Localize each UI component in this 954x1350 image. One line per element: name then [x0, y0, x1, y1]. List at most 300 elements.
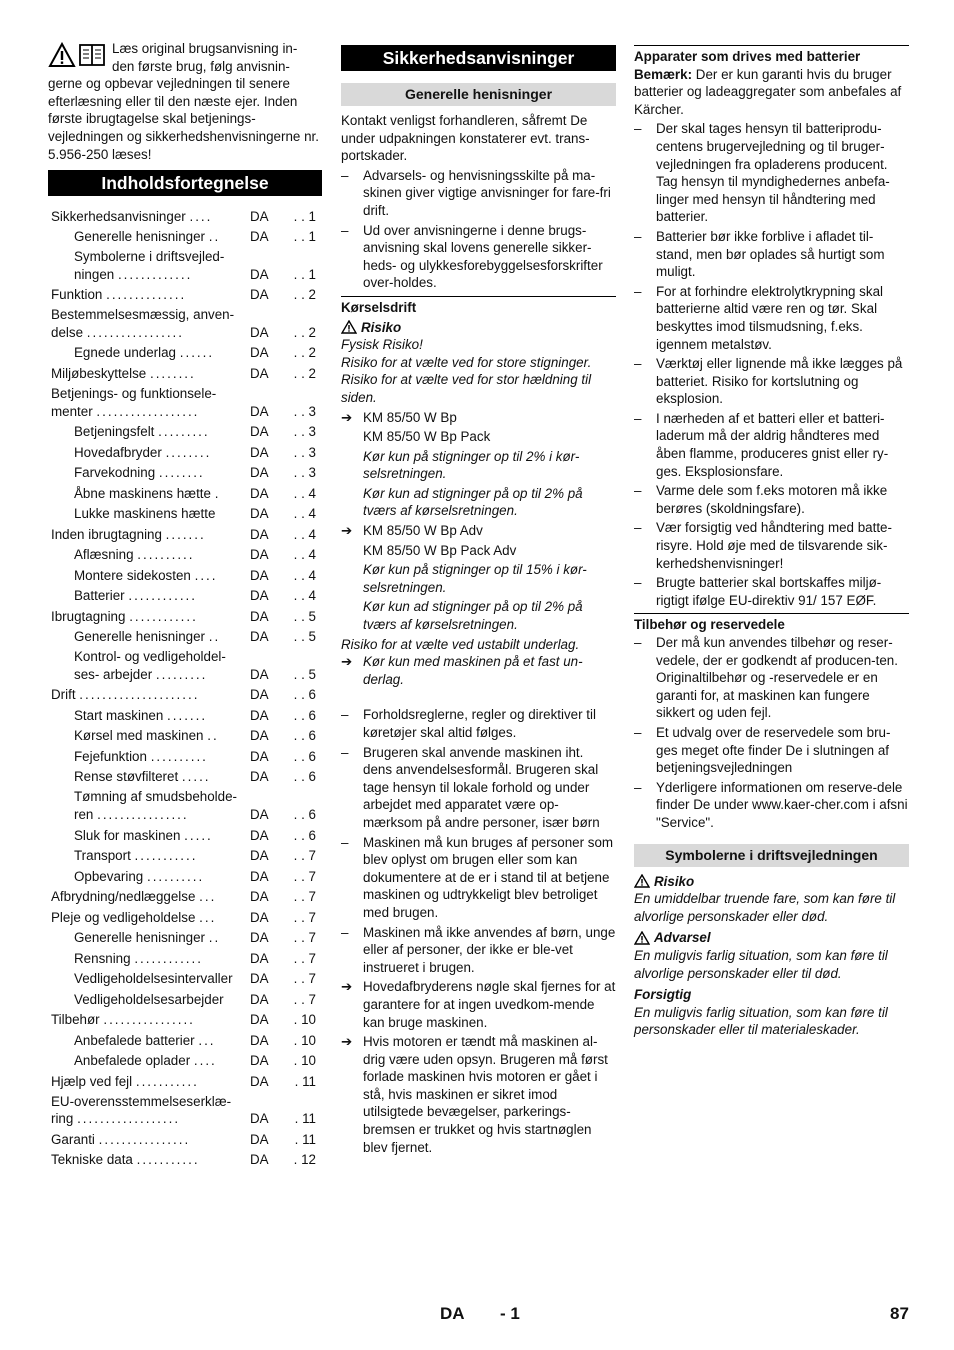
toc-entry-page: . . 1 [293, 266, 316, 282]
toc-dots: .......... [146, 868, 205, 884]
toc-entry-page: . 10 [293, 1012, 316, 1027]
toc-entry-line: Vedligeholdelsesarbejder [74, 991, 224, 1007]
toc-dots: ... [199, 889, 217, 904]
toc-entry-page: . 10 [293, 1032, 316, 1048]
toc-row[interactable] [48, 1031, 322, 1049]
unstable-text: Risiko for at vælte ved ustabilt underlag. [341, 636, 580, 652]
toc-entry-line: Vedligeholdelsesintervaller [74, 971, 233, 986]
list-item: – Der skal tages hensyn til batteriprodu-centens brugervejledning og til bruger-vejledningen fra opladerens producent. Tag hensyn til myndighedernes anbefa-linger med hensyn til håndtering med batterier. [634, 120, 909, 226]
model-group-2 [341, 522, 616, 634]
toc-dots: ....... [167, 707, 208, 723]
toc-entry-line: ren [74, 807, 94, 822]
toc-dots: ..... [181, 769, 211, 785]
toc-row[interactable] [48, 1093, 322, 1128]
toc-entry-page: . . 6 [293, 807, 316, 822]
toc-dots: ................ [97, 807, 189, 822]
table-of-contents [48, 207, 322, 1169]
model-text: Kør kun ad stigninger på op til 2% på tværs af kørselsretningen. [363, 599, 583, 633]
toc-dots: ......... [158, 424, 210, 440]
safety-title: Sikkerhedsanvisninger [341, 45, 616, 71]
toc-entry-title [48, 248, 248, 283]
arrow-icon: ➔ [341, 523, 353, 539]
toc-entry-lang: DA [250, 588, 269, 604]
toc-entry-title [48, 526, 248, 544]
toc-entry-title [48, 847, 248, 865]
toc-entry-title [48, 608, 248, 626]
arrow-icon: ➔ [341, 979, 353, 995]
toc-entry-line: Sikkerhedsanvisninger [51, 208, 186, 224]
toc-entry-page: . . 6 [293, 769, 316, 785]
toc-entry-title [48, 970, 248, 988]
toc-dots: ........ [158, 465, 205, 481]
toc-row[interactable] [48, 443, 322, 461]
list-item: – Yderligere informationen om reserve-dele finder De under www.kaer-cher.com i afsni "Service". [634, 779, 909, 832]
toc-entry-page: . . 1 [293, 229, 316, 245]
toc-dots: ..... [184, 827, 213, 843]
toc-row[interactable] [48, 566, 322, 584]
toc-entry-line: Hovedafbryder [74, 444, 162, 460]
toc-entry-title [48, 1131, 248, 1149]
toc-row[interactable] [48, 1130, 322, 1148]
risk-text: En umiddelbar truende fare, som kan føre til alvorlige personskader eller død. [634, 891, 896, 924]
toc-row[interactable] [48, 587, 322, 605]
toc-row[interactable] [48, 546, 322, 564]
list-item: – Brugte batterier skal bortskaffes miljø-rigtigt ifølge EU-direktiv 91/ 157 EØF. [634, 574, 909, 609]
toc-row[interactable] [48, 1151, 322, 1169]
toc-dots: ........... [136, 1152, 200, 1168]
intro-icons [48, 42, 106, 68]
toc-entry-line: ningen [74, 266, 115, 282]
toc-entry-page: . . 4 [293, 506, 316, 522]
toc-dots: .... [189, 208, 213, 224]
toc-entry-lang: DA [250, 266, 269, 282]
list-item: – Ud over anvisningerne i denne brugs-anvisning skal lovens generelle sikker-heds- og ulykkesforebyggelsesforskrifter over-holdes. [341, 222, 616, 292]
toc-entry-lang: DA [250, 1032, 269, 1048]
toc-entry-page: . . 2 [293, 365, 316, 381]
toc-row[interactable] [48, 990, 322, 1008]
toc-entry-lang: DA [250, 807, 269, 822]
toc-entry-title [48, 1151, 248, 1169]
toc-entry-title [48, 1073, 248, 1091]
risk-line: Risiko for at vælte ved for store stigninger. [341, 354, 592, 370]
toc-row[interactable] [48, 847, 322, 865]
toc-entry-title [48, 1052, 248, 1070]
toc-entry-lang: DA [250, 971, 269, 986]
model-name: KM 85/50 W Bp Pack [363, 429, 491, 445]
toc-entry-lang: DA [250, 324, 269, 340]
toc-entry-page: . . 2 [293, 324, 316, 340]
toc-entry-page: . . 4 [293, 588, 316, 604]
toc-entry-line: Rense støvfilteret [74, 769, 179, 785]
toc-entry-lang: DA [250, 229, 269, 245]
toc-entry-title [48, 505, 248, 523]
toc-dots: .................. [96, 403, 200, 419]
toc-entry-lang: DA [250, 506, 269, 522]
caution-text: En muligvis farlig situation, som kan føre til personskader eller til materialeskader. [634, 1004, 888, 1038]
toc-row[interactable] [48, 888, 322, 906]
toc-dots: .......... [137, 547, 195, 563]
toc-entry-page: . . 7 [293, 930, 316, 945]
key-text: Hovedafbryderens nøgle skal fjernes for at garantere for at ingen uvedkom-mende kan bruge maskinen. [363, 979, 616, 1030]
list-item: – Forholdsreglerne, regler og direktiver til køretøjer skal altid følges. [341, 706, 616, 741]
toc-entry-line: ring [51, 1111, 74, 1127]
toc-entry-lang: DA [250, 930, 269, 945]
column-middle [341, 40, 616, 1156]
warning-text: En muligvis farlig situation, som kan føre til alvorlige personskader eller til død. [634, 947, 888, 981]
toc-row[interactable] [48, 929, 322, 947]
toc-entry-page: . . 4 [293, 485, 316, 501]
toc-entry-lang: DA [250, 909, 269, 925]
toc-row[interactable] [48, 727, 322, 745]
toc-dots: . [214, 485, 221, 501]
toc-entry-page: . . 7 [293, 889, 316, 904]
toc-entry-title [48, 727, 248, 745]
toc-entry-title [48, 567, 248, 585]
toc-entry-line: Rensning [74, 950, 131, 966]
toc-entry-line: Betjenings- og funktionsele- [51, 386, 217, 402]
toc-entry-lang: DA [250, 424, 269, 440]
toc-dots: ................. [86, 324, 184, 340]
toc-entry-page: . . 5 [293, 629, 316, 645]
list-item: – Værktøj eller lignende må ikke lægges på batteriet. Risiko for kortslutning og eksplosion. [634, 355, 909, 408]
toc-entry-line: Betjeningsfelt [74, 424, 155, 440]
list-item: – Batterier bør ikke forblive i afladet til-stand, men bør oplades så hurtigt som muligt. [634, 228, 909, 281]
toc-entry-line: Åbne maskinens hætte [74, 485, 211, 501]
toc-dots: ............ [134, 950, 203, 966]
list-item: – I nærheden af et batteri eller et batteri-laderum må der aldrig håndteres med åben flamme, produceres gnist eller ry-ges. Eksplosionsfare. [634, 410, 909, 480]
risk-heading [341, 319, 616, 337]
toc-entry-line: Montere sidekosten [74, 567, 191, 583]
toc-row[interactable] [48, 484, 322, 502]
toc-entry-title [48, 686, 248, 704]
toc-entry-page: . . 6 [293, 687, 316, 703]
toc-row[interactable] [48, 248, 322, 283]
column-left [48, 40, 322, 1171]
toc-entry-line: Tekniske data [51, 1152, 133, 1168]
toc-entry-lang: DA [250, 444, 269, 460]
list-item: – Advarsels- og henvisningsskilte på ma-skinen giver vigtige anvisninger for fare-fri drift. [341, 167, 616, 220]
toc-row[interactable] [48, 706, 322, 724]
toc-row[interactable] [48, 970, 322, 988]
toc-entry-title [48, 546, 248, 564]
toc-row[interactable] [48, 344, 322, 362]
toc-entry-lang: DA [250, 1131, 269, 1147]
note-text: Der er kun garanti hvis du bruger batterier og ladeaggregater som anbefales af Kärcher. [634, 66, 902, 117]
toc-entry-line: menter [51, 403, 93, 419]
footer-page-number: 87 [890, 1304, 909, 1323]
caution-label: Forsigtig [634, 987, 692, 1003]
toc-row[interactable] [48, 464, 322, 482]
list-item: – Maskinen må kun bruges af personer som blev oplyst om brugen eller som kan dokumentere at de er i stand til at betjene maskinen og udtrykkeligt blev betroliget med brugen. [341, 834, 616, 922]
toc-entry-page: . . 7 [293, 868, 316, 884]
toc-dots: .......... [150, 748, 208, 764]
toc-dots: .................. [77, 1111, 181, 1127]
toc-entry-page: . . 6 [293, 748, 316, 764]
toc-entry-line: Farvekodning [74, 465, 156, 481]
toc-entry-title [48, 768, 248, 786]
toc-entry-title [48, 868, 248, 886]
toc-row[interactable] [48, 525, 322, 543]
toc-row[interactable] [48, 385, 322, 420]
key-item [341, 978, 616, 1031]
toc-entry-line: Symbolerne i driftsvejled- [74, 249, 225, 265]
toc-row[interactable] [48, 826, 322, 844]
toc-entry-lang: DA [250, 666, 269, 682]
toc-entry-line: Tømning af smudsbeholde- [74, 789, 237, 805]
symbols-title: Symbolerne i driftsvejledningen [634, 844, 909, 867]
toc-entry-lang: DA [250, 547, 269, 563]
toc-row[interactable] [48, 423, 322, 441]
list-item: – Maskinen må ikke anvendes af børn, unge eller af personer, der ikke er ble-vet instrueret i brugen. [341, 924, 616, 977]
toc-dots: ........ [165, 444, 212, 460]
toc-entry-line: Hjælp ved fejl [51, 1073, 133, 1089]
list-item: – Varme dele som f.eks motoren må ikke berøres (skoldningsfare). [634, 482, 909, 517]
toc-dots: .. [208, 229, 221, 245]
toc-dots: ........... [135, 1073, 199, 1089]
toc-entry-title [48, 1032, 248, 1050]
toc-entry-lang: DA [250, 629, 269, 645]
toc-entry-title [48, 1093, 248, 1128]
toc-entry-page: . . 3 [293, 424, 316, 440]
toc-entry-page: . . 4 [293, 526, 316, 542]
toc-entry-lang: DA [250, 1111, 269, 1127]
toc-entry-lang: DA [250, 868, 269, 884]
toc-entry-title [48, 827, 248, 845]
toc-entry-page: . . 2 [293, 345, 316, 361]
toc-entry-page: . . 2 [293, 287, 316, 303]
list-item: – Brugeren skal anvende maskinen iht. dens anvendelsesformål. Brugeren skal tage hensyn til lokale forhold og under arbejdet med apparatet være op-mærksom på andre personer, især børn [341, 744, 616, 832]
toc-entry-title [48, 423, 248, 441]
toc-entry-lang: DA [250, 991, 269, 1007]
toc-entry-page: . . 3 [293, 403, 316, 419]
arrow-icon: ➔ [341, 654, 353, 670]
toc-entry-title [48, 648, 248, 683]
list-item: – Der må kun anvendes tilbehør og reser-vedele, der er godkendt af producen-ten. Originaltilbehør og -reservedele er en garanti for, at maskinen kan fungere sikkert og uden fejl. [634, 634, 909, 722]
toc-entry-lang: DA [250, 1012, 269, 1027]
intro-line1: Læs original brugsanvisning in- [112, 41, 298, 56]
toc-row[interactable] [48, 207, 322, 225]
toc-entry-title [48, 208, 248, 226]
toc-entry-lang: DA [250, 1053, 269, 1068]
list-item: – For at forhindre elektrolytkrypning skal batterierne altid være ren og tør. Skal beskyttes imod tilsmudsning, f.eks. igennem metalstøv. [634, 283, 909, 353]
toc-entry-title [48, 1011, 248, 1029]
toc-entry-line: Generelle henisninger [74, 930, 206, 945]
model-name: KM 85/50 W Bp Adv [363, 523, 483, 539]
toc-entry-page: . . 6 [293, 707, 316, 723]
toc-entry-lang: DA [250, 567, 269, 583]
toc-entry-lang: DA [250, 1152, 269, 1168]
toc-row[interactable] [48, 908, 322, 926]
toc-entry-lang: DA [250, 707, 269, 723]
toc-entry-lang: DA [250, 748, 269, 764]
manual-book-icon [78, 42, 106, 68]
toc-entry-page: . . 7 [293, 950, 316, 966]
toc-entry-page: . . 3 [293, 465, 316, 481]
toc-row[interactable] [48, 949, 322, 967]
toc-entry-page: . 10 [293, 1053, 316, 1068]
model-text: Kør kun på stigninger op til 15% i kør-selsretningen. [363, 562, 587, 595]
toc-entry-lang: DA [250, 287, 269, 303]
model-text: Kør kun på stigninger op til 2% i kør-selsretningen. [363, 448, 580, 482]
spacer [341, 688, 616, 706]
toc-entry-lang: DA [250, 728, 269, 744]
toc-row[interactable] [48, 747, 322, 765]
toc-dots: .. [207, 728, 219, 744]
warning-triangle-icon [634, 931, 650, 945]
toc-row[interactable] [48, 365, 322, 383]
general-subtitle: Generelle henisninger [341, 83, 616, 106]
toc-entry-line: Batterier [74, 588, 125, 604]
toc-row[interactable] [48, 228, 322, 246]
toc-dots: ......... [155, 666, 208, 682]
toc-entry-title [48, 365, 248, 383]
toc-row[interactable] [48, 686, 322, 704]
toc-dots: ............ [129, 608, 198, 624]
toc-row[interactable] [48, 505, 322, 523]
toc-entry-page: . . 6 [293, 827, 316, 843]
toc-entry-title [48, 950, 248, 968]
toc-row[interactable] [48, 648, 322, 683]
toc-entry-title [48, 306, 248, 341]
risk-label: Risiko [361, 319, 402, 335]
toc-row[interactable] [48, 607, 322, 625]
toc-entry-page: . . 4 [293, 567, 316, 583]
toc-entry-line: EU-overensstemmelseserklæ- [51, 1093, 232, 1109]
firm-ground-item [341, 653, 616, 688]
toc-entry-title [48, 888, 248, 906]
toc-row[interactable] [48, 286, 322, 304]
toc-entry-line: Kørsel med maskinen [74, 728, 204, 744]
column-right [634, 40, 909, 1039]
toc-entry-title [48, 991, 248, 1009]
toc-row[interactable] [48, 628, 322, 646]
toc-entry-line: Miljøbeskyttelse [51, 365, 147, 381]
toc-dots: ................ [98, 1131, 191, 1147]
toc-entry-page: . 11 [294, 1073, 316, 1089]
toc-entry-line: Garanti [51, 1131, 95, 1147]
toc-entry-lang: DA [250, 608, 269, 624]
list-item: – Vær forsigtig ved håndtering med batte-risyre. Hold øje med de tilsvarende sik-kerhedshenvisninger! [634, 519, 909, 572]
toc-dots: .... [193, 1053, 217, 1068]
toc-entry-title [48, 628, 248, 646]
toc-entry-lang: DA [250, 848, 269, 863]
toc-entry-lang: DA [250, 687, 269, 703]
toc-entry-line: Tilbehør [51, 1012, 100, 1027]
list-item: – Et udvalg over de reservedele som bru-ges meget ofte finder De i slutningen af betjeningsvejledningen [634, 724, 909, 777]
toc-entry-page: . . 7 [293, 848, 316, 863]
toc-row[interactable] [48, 306, 322, 341]
risk-line: Risiko for at vælte ved for stor hældning til siden. [341, 372, 592, 405]
toc-entry-lang: DA [250, 403, 269, 419]
toc-entry-title [48, 344, 248, 362]
caution-heading [634, 986, 909, 1004]
battery-heading: Apparater som drives med batterier [634, 45, 909, 66]
toc-entry-line: Funktion [51, 287, 103, 303]
toc-entry-page: . 11 [294, 1131, 316, 1147]
arrow-icon: ➔ [341, 409, 353, 425]
toc-entry-title [48, 464, 248, 482]
toc-entry-lang: DA [250, 769, 269, 785]
warning-triangle-icon [341, 320, 357, 334]
toc-dots: ........... [134, 848, 198, 863]
footer-lang: DA [440, 1304, 465, 1323]
toc-dots: .............. [106, 287, 187, 303]
toc-dots: ....... [165, 526, 206, 542]
note-label: Bemærk: [634, 66, 693, 82]
model-text: Kør kun ad stigninger på op til 2% på tværs af kørselsretningen. [363, 485, 583, 519]
intro-block [48, 40, 322, 163]
toc-entry-line: Egnede underlag [74, 345, 177, 361]
toc-row[interactable] [48, 1072, 322, 1090]
warning-label: Advarsel [654, 930, 711, 946]
toc-entry-line: Afbrydning/nedlæggelse [51, 889, 196, 904]
toc-entry-line: Generelle henisninger [74, 629, 206, 645]
toc-row[interactable] [48, 768, 322, 786]
toc-entry-line: Anbefalede oplader [74, 1053, 191, 1068]
toc-entry-page: . . 4 [293, 547, 316, 563]
toc-entry-lang: DA [250, 485, 269, 501]
toc-row[interactable] [48, 1011, 322, 1029]
toc-entry-title [48, 228, 248, 246]
arrow-icon: ➔ [341, 1034, 353, 1050]
toc-row[interactable] [48, 788, 322, 823]
toc-row[interactable] [48, 1052, 322, 1070]
toc-entry-line: Lukke maskinens hætte [74, 506, 216, 522]
toc-entry-title [48, 788, 248, 823]
driving-heading: Kørselsdrift [341, 296, 616, 317]
toc-entry-title [48, 587, 248, 605]
toc-entry-line: Sluk for maskinen [74, 827, 181, 843]
toc-dots: ................ [103, 1012, 195, 1027]
risk-heading [634, 873, 909, 891]
toc-dots: ............ [128, 588, 197, 604]
toc-entry-title [48, 909, 248, 927]
toc-entry-title [48, 385, 248, 420]
toc-entry-line: Opbevaring [74, 868, 144, 884]
toc-dots: .. [208, 930, 221, 945]
toc-entry-page: . . 1 [293, 208, 316, 224]
toc-entry-line: Start maskinen [74, 707, 164, 723]
dealer-paragraph: Kontakt venligst forhandleren, såfremt De under udpakningen konstaterer evt. trans-portskader. [341, 113, 590, 164]
toc-entry-line: Drift [51, 687, 76, 703]
toc-row[interactable] [48, 867, 322, 885]
toc-entry-lang: DA [250, 345, 269, 361]
toc-entry-line: Inden ibrugtagning [51, 526, 162, 542]
toc-entry-line: Pleje og vedligeholdelse [51, 909, 196, 925]
intro-line2: den første brug, følg anvisnin- [112, 58, 290, 74]
firm-ground-text: Kør kun med maskinen på et fast un-derlag. [363, 654, 583, 687]
toc-entry-page: . . 5 [293, 608, 316, 624]
toc-dots: ..................... [79, 687, 200, 703]
warning-triangle-icon [48, 42, 76, 68]
toc-entry-title [48, 748, 248, 766]
warning-triangle-icon [634, 874, 650, 888]
model-name: KM 85/50 W Bp [363, 409, 457, 425]
toc-entry-page: . 11 [294, 1111, 316, 1127]
toc-entry-line: Generelle henisninger [74, 229, 206, 245]
toc-dots: ... [198, 1032, 216, 1048]
toc-dots: ............. [117, 266, 193, 282]
toc-dots: .... [194, 567, 218, 583]
toc-entry-line: Aflæsning [74, 547, 134, 563]
toc-dots: ...... [179, 345, 215, 361]
toc-entry-page: . 12 [293, 1152, 316, 1168]
toc-entry-lang: DA [250, 889, 269, 904]
toc-entry-title [48, 444, 248, 462]
toc-entry-line: Anbefalede batterier [74, 1032, 195, 1048]
toc-entry-lang: DA [250, 208, 269, 224]
battery-note [634, 66, 909, 119]
